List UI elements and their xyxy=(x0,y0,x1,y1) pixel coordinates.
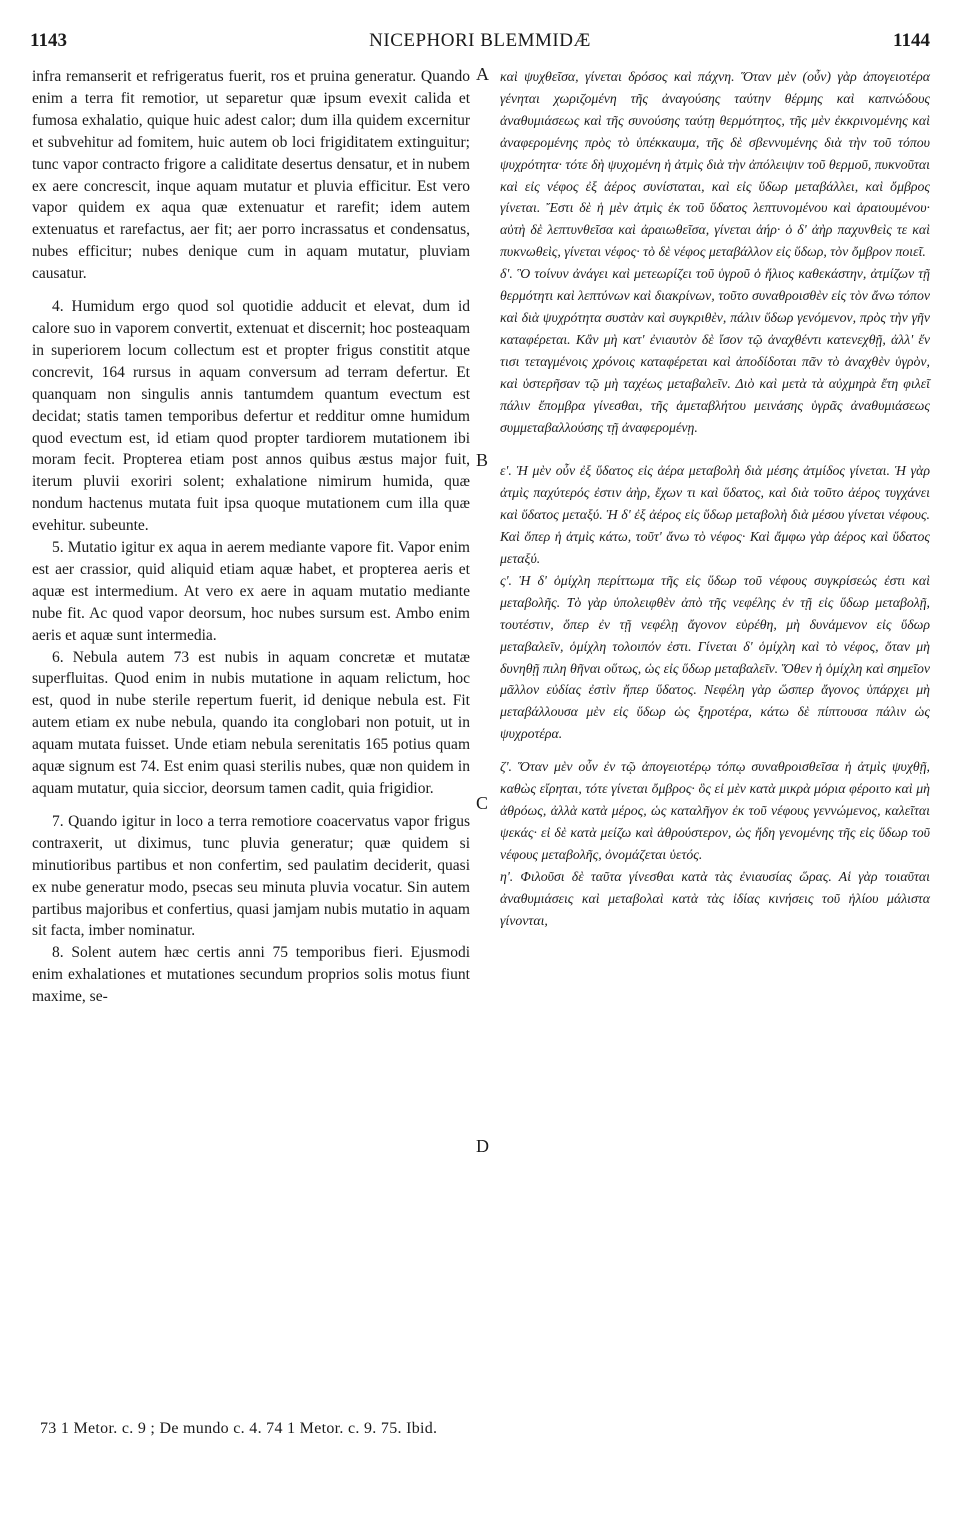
page-number-right: 1144 xyxy=(893,30,930,51)
latin-paragraph-7: 7. Quando igitur in loco a terra remotiore coacervatus vapor frigus contraxerit, ut diximus, tunc pluvia generatur; quæ quidem si minutioribus partibus et non confertim, sed paulatim deciderit, quasi ex nube generatur modo, psecas seu minuta pluvia vocatur. Sin autem partibus majoribus et confertius, quasi jamjam nubis mutatio in aquam sit facta, imber nominatur. xyxy=(32,812,470,940)
latin-paragraph-6: 6. Nebula autem 73 est nubis in aquam concretæ et mutatæ superfluitas. Quod enim in nubis mutatione in aquam relictum, hoc est, quod in nube sterile repertum fuerit, id denique nebula est. Fit autem etiam ex nube nebula, quando ita conglobari non potuit, ut in aquam mutata fuisset. Unde etiam nebula serenitatis 165 potius quam aquæ signum est 74. Est enim quasi sterilis nubes, quæ non quidem in aquam mutatur, quia siccior, deorsum tamen cadit, quia frigidior. xyxy=(32,648,470,797)
page-header xyxy=(30,30,930,58)
page-number-left: 1143 xyxy=(30,30,67,51)
latin-column xyxy=(32,66,470,1008)
latin-paragraph-4: 4. Humidum ergo quod sol quotidie adducit et elevat, dum id calore suo in vaporem convertit, extenuat et discernit; hoc posteaquam in superiorem locum collectum est et propter frigus constitit atque concrevit, 164 rursus in aquam conversum ad terram defertur. Et quanquam non singulis annis tantumdem quantum evectum est decidat; statis tamen temporibus defertur et redditur omne humidum quod evectum est, id etiam quod propter tardiorem mutationem ibi moram fecit. Propterea etiam post annos quibus æstus major fuit, iterum pluvii exoriri solent; exhalatione nimirum humida, quæ nondum hactenus mutata fuit ipsa quoque mutationem cum illa quæ evehitur. subeunte. xyxy=(32,298,470,535)
greek-paragraph-6: ς'. Ἡ δ' ὁμίχλη περίττωμα τῆς εἰς ὕδωρ τοῦ νέφους συγκρίσεώς ἐστι καὶ μεταβολῆς. Τὸ γὰρ ὑπολειφθὲν ἀπὸ τῆς νεφέλης ἐν τῇ εἰς ὕδωρ μεταβολῇ, τουτέστιν, ὅπερ ἐν τῇ νεφέλῃ ἄγονον εὑρέθη, μὴ δυνάμενον εἰς ὕδωρ μεταβαλεῖν, ὁμίχλη τολοιπόν ἐστι. Γίνεται δ' ὁμίχλη καὶ τὸ νέφος, ὅταν μὴ δυνηθῇ πιλη θῆναι οὕτως, ὡς εἰς ὕδωρ μεταβαλεῖν. Ὅθεν ἡ ὁμίχλη καὶ σημεῖον μᾶλλον εὐδίας ἐστὶν ἤπερ ὕδατος. Νεφέλη γὰρ ὥσπερ ἄγονος ὑπάρχει μὴ μεταβάλλουσα μὲν εἰς ὕδωρ ὡς ξηροτέρα, κάτω δὲ πίπτουσα πάλιν ὡς ψυχροτέρα. xyxy=(500,572,930,742)
running-title: NICEPHORI BLEMMIDÆ xyxy=(369,30,591,51)
latin-paragraph-5: 5. Mutatio igitur ex aqua in aerem mediante vapore fit. Vapor enim est aer crassior, quid aliquid etiam aquæ habet, et propterea aeris et aquæ est intermedium. At vero ex aere in aquam mutatio mediante nube fit. Ac quod vapor deorsum, hoc nubes sursum est. Ambo enim aeris et aquæ sunt intermedia. xyxy=(32,539,470,644)
latin-paragraph-8: 8. Solent autem hæc certis anni 75 temporibus fieri. Ejusmodi enim exhalationes et mutationes secundum proprios solis motus fiunt maxime, se- xyxy=(32,944,470,1006)
section-marker-a: A xyxy=(476,64,489,84)
greek-paragraph-8: η'. Φιλοῦσι δὲ ταῦτα γίνεσθαι κατὰ τὰς ἐνιαυσίας ὥρας. Αἱ γὰρ τοιαῦται ἀναθυμιάσεις καὶ μεταβολαὶ κατὰ τὰς ἰδίας κινήσεις τοῦ ἡλίου μάλιστα γίνονται, xyxy=(500,868,930,928)
footnotes: 73 1 Metor. c. 9 ; De mundo c. 4. 74 1 Metor. c. 9. 75. Ibid. xyxy=(40,1420,438,1437)
greek-paragraph-5: ε'. Ἡ μὲν οὖν ἐξ ὕδατος εἰς ἀέρα μεταβολὴ διὰ μέσης ἀτμίδος γίνεται. Ἡ γὰρ ἀτμὶς παχύτερός ἐστιν ἀὴρ, ἔχων τι καὶ ὕδατος, καὶ διὰ τοῦτο ἀέρος τυγχάνει καὶ ὕδατος μεταξύ. Ἡ δ' ἐξ ἀέρος εἰς ὕδωρ μεταβολὴ διὰ μέσου γίνεται νέφους. Καὶ ὅπερ ἡ ἀτμὶς κάτω, τοῦτ' ἄνω τὸ νέφος· Καὶ ἄμφω γὰρ ἀέρος καὶ ὕδατος μεταξύ. xyxy=(500,463,930,567)
section-marker-c: C xyxy=(476,793,489,813)
section-marker-b: B xyxy=(476,450,489,470)
greek-paragraph-3: καὶ ψυχθεῖσα, γίνεται δρόσος καὶ πάχνη. Ὅταν μὲν (οὖν) γὰρ ἀπογειοτέρα γένηται χωριζομένη τῆς ἀναγούσης ταύτην θέρμης καὶ καπνώδους ἀναθυμιάσεως καὶ τῆς συνούσης ταύτῃ θερμότητος, τῆς μὲν ἐκκρινομένης καὶ ἀναφερομένης πρὸς τὸ ὑπέκκαυμα, τῆς δὲ σβεννυμένης διὰ τὴν τοῦ τόπου ψυχρότητα· τότε δὴ ψυχομένη ἡ ἀτμὶς διὰ τὴν ἀπόλειψιν τοῦ θερμοῦ, πυκνοῦται καὶ εἰς νέφος ἐξ ἀέρος συνίσταται, καὶ εἰς ὕδωρ μεταβάλλει, καὶ ὄμβρος γίνεται. Ἔστι δὲ ἡ μὲν ἀτμὶς ἐκ τοῦ ὕδατος λεπτυνομένου καὶ ἀραιουμένου· αὐτὴ δὲ λεπτυνθεῖσα καὶ ἀραιωθεῖσα, γίνεται ἀήρ· ὁ δ' ἀὴρ παχυνθεὶς τε καὶ πυκνωθεὶς, γίνεται νέφος· τὸ δὲ νέφος μεταβάλλον εἰς ὕδωρ, τὸν ὄμβρον ποιεῖ. xyxy=(500,69,930,260)
greek-column xyxy=(500,66,930,931)
greek-paragraph-4: δ'. Ὃ τοίνυν ἀνάγει καὶ μετεωρίζει τοῦ ὑγροῦ ὁ ἥλιος καθεκάστην, ἀτμίζων τῇ θερμότητι καὶ λεπτύνων καὶ διακρίνων, τοῦτο συναθροισθὲν εἰς τὸν ἄνω τόπον καὶ διὰ ψυχρότητα συστὰν καὶ συγκριθὲν, πάλιν ὕδωρ γενόμενον, πρὸς τὴν γῆν καταφέρεται. Κἂν μὴ κατ' ἐνιαυτὸν δὲ ἴσον τῷ ἀναχθέντι κατενεχθῇ, ἀλλ' ἔν τισι τεταγμένοις χρόνοις καταφέρεται καὶ ἀποδίδοται πᾶν τὸ ἀναχθὲν ὑγρὸν, καὶ ὑστερῆσαν τῷ μὴ ταχέως μεταβαλεῖν. Διὸ καὶ μετὰ τὰ αὐχμηρὰ ἔτη φιλεῖ πάλιν ἔπομβρα γίνεσθαι, τῆς ἀμεταβλήτου μεινάσης ὑγρᾶς ἀναθυμιάσεως συμμεταβαλλούσης τῇ ἀναφερομένῃ. xyxy=(500,266,930,435)
latin-paragraph-3: infra remanserit et refrigeratus fuerit, ros et pruina generatur. Quando enim a terra fit remotior, ut separetur quæ ipsum evexit calida et fumosa exhalatio, quique huic adest calor; dum illa quidem excernitur et subvehitur ad fomitem, huic autem ob loci frigiditatem extinguitur; tunc vapor contracto frigore a caliditate desertus densatur, et in nubem ex aere concrescit, inque aquam mutatur et pluvia efficitur. Est vero vapor quidem ex aqua quæ extenuatur et rarefit; idem autem extenuatus et rarefactus, aer fit; aer porro incrassatus et condensatus, nubes efficitur; nubes denique cum in aquam mutatur, pluviam causatur. xyxy=(32,68,470,283)
greek-paragraph-7: ζ'. Ὅταν μὲν οὖν ἐν τῷ ἀπογειοτέρῳ τόπῳ συναθροισθεῖσα ἡ ἀτμὶς ψυχθῇ, καθὼς εἴρηται, τότε γίνεται ὄμβρος· ὃς εἰ μὲν κατὰ μικρὰ μόρια φέροιτο καὶ μὴ ἀθρόως, ἀλλὰ κατὰ μέρος, ὡς καταλῆγον ἐκ τοῦ νέφους γεννώμενος, καλεῖται ψεκάς· εἰ δὲ κατὰ μείζω καὶ ἀθρούστερον, ὡς ἤδη γενομένης τῆς εἰς ὕδωρ τοῦ νέφους μεταβολῆς, ὀνομάζεται ὑετός. xyxy=(500,759,930,862)
section-marker-d: D xyxy=(476,1136,489,1156)
